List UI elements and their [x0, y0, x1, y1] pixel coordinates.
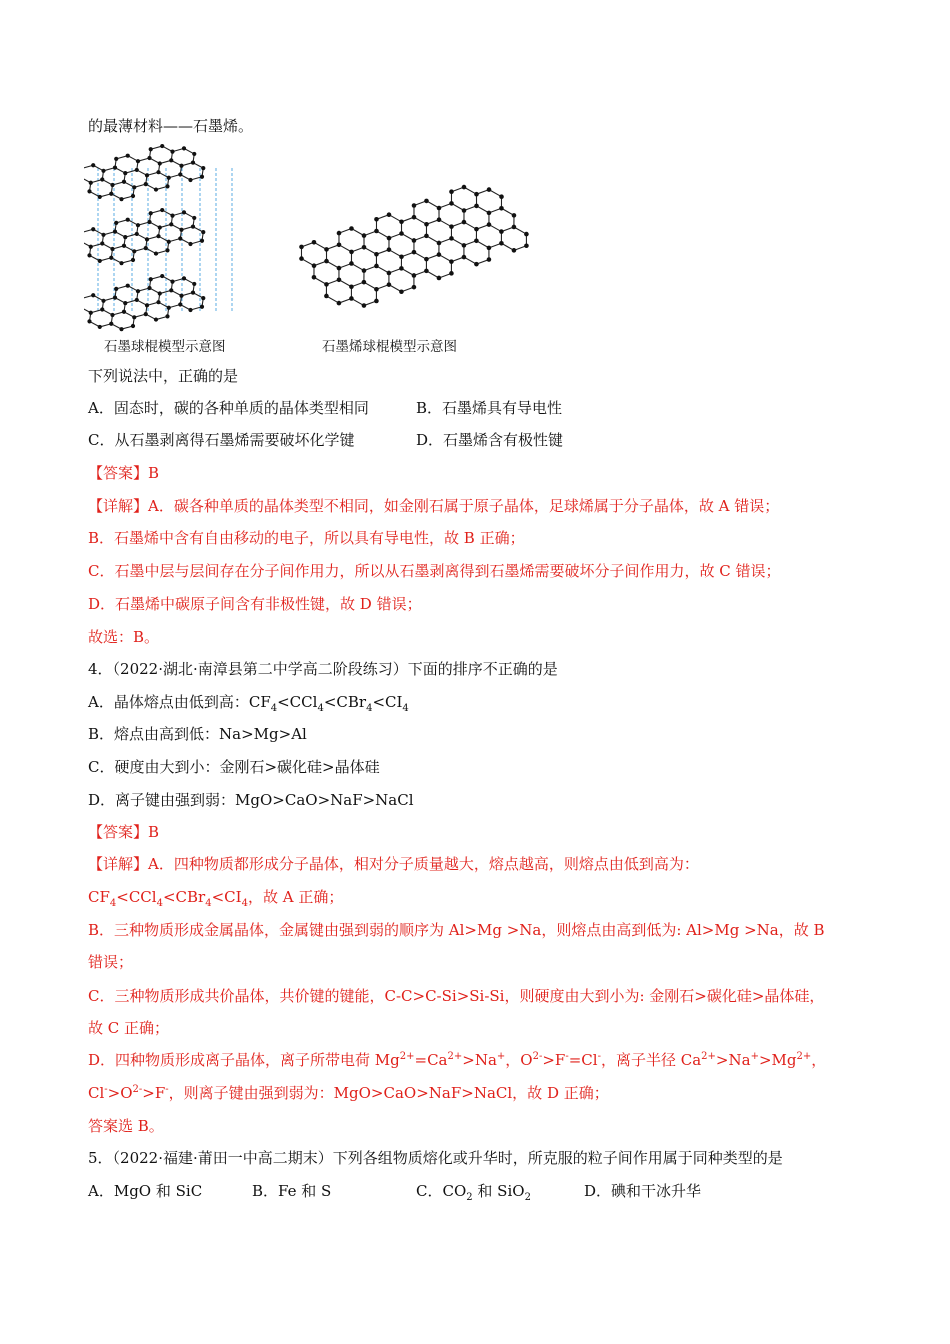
- q5-option-c: C．$CO_2$ 和 SiO$_2$: [416, 1182, 531, 1203]
- q4-detail-a2: $CF_4<CCl_4<CBr_4<CI_4$，故 A 正确；: [88, 888, 344, 909]
- q4-option-a: A．晶体熔点由低到高：$CF_4<CCl_4<CBr_4<CI_4$: [88, 693, 409, 714]
- graphite-layer-top: [84, 144, 205, 201]
- q5-stem: 5．（2022·福建·莆田一中高二期末）下列各组物质熔化或升华时，所克服的粒子间作用属于同种类型的是: [88, 1149, 783, 1167]
- q4-option-c: C．硬度由大到小：金刚石>碳化硅>晶体硅: [88, 758, 380, 776]
- q4-detail-b2: 错误；: [88, 953, 134, 971]
- q4-detail-a1: 【详解】A．四种物质都形成分子晶体，相对分子质量越大，熔点越高，则熔点由低到高为：: [88, 855, 699, 873]
- q4-option-d: D．离子键由强到弱：MgO>CaO>NaF>NaCl: [88, 791, 414, 809]
- graphene-caption: 石墨烯球棍模型示意图: [322, 339, 457, 355]
- q3-stem: 下列说法中，正确的是: [88, 367, 239, 385]
- q4-detail-d2: $Cl^->O^{2-}>F^-$，则离子键由强到弱为：MgO>CaO>NaF>NaCl，故 D 正确；: [88, 1084, 609, 1102]
- q5-option-b: B．Fe 和 S: [252, 1182, 332, 1200]
- q3-option-b: B．石墨烯具有导电性: [416, 399, 563, 417]
- q4-detail-c2: 故 C 正确；: [88, 1019, 170, 1037]
- q4-conclusion: 答案选 B。: [88, 1117, 164, 1135]
- q3-option-d: D．石墨烯含有极性键: [416, 431, 564, 449]
- graphite-ball-stick-figure: [84, 138, 256, 334]
- q5-option-d: D．碘和干冰升华: [584, 1182, 702, 1200]
- q3-detail-a: 【详解】A．碳各种单质的晶体类型不相同，如金刚石属于原子晶体，足球烯属于分子晶体，故 A 错误；: [88, 497, 780, 515]
- q4-detail-b1: B．三种物质形成金属晶体，金属键由强到弱的顺序为 Al>Mg >Na，则熔点由高到低为: Al>Mg >Na，故 B: [88, 921, 825, 939]
- intro-text: 的最薄材料——石墨烯。: [88, 117, 254, 135]
- q4-stem: 4．（2022·湖北·南漳县第二中学高二阶段练习）下面的排序不正确的是: [88, 660, 558, 678]
- q3-detail-d: D．石墨烯中碳原子间含有非极性键，故 D 错误；: [88, 595, 422, 613]
- q4-answer: 【答案】B: [88, 823, 160, 841]
- graphite-layer-middle: [84, 208, 205, 265]
- q4-detail-d1: D．四种物质形成离子晶体，离子所带电荷 $Mg^{2+}=Ca^{2+}>Na^+$，$O^{2-}>F^-=Cl^-$，离子半径 $Ca^{2+}>Na^+>Mg^{2+}$，: [88, 1051, 827, 1069]
- graphene-ball-stick-figure: [296, 176, 540, 324]
- interlayer-dashes: [98, 168, 232, 313]
- graphite-caption: 石墨球棍模型示意图: [104, 339, 226, 355]
- q4-detail-c1: C．三种物质形成共价晶体，共价键的键能，C-C>C-Si>Si-Si，则硬度由大到小为: 金刚石>碳化硅>晶体硅，: [88, 987, 825, 1005]
- q5-option-a: A．MgO 和 SiC: [88, 1182, 203, 1200]
- q4-option-b: B．熔点由高到低：Na>Mg>Al: [88, 725, 307, 743]
- q3-option-a: A．固态时，碳的各种单质的晶体类型相同: [88, 399, 369, 417]
- q3-detail-b: B．石墨烯中含有自由移动的电子，所以具有导电性，故 B 正确；: [88, 529, 525, 547]
- q3-detail-c: C．石墨中层与层间存在分子间作用力，所以从石墨剥离得到石墨烯需要破坏分子间作用力，故 C 错误；: [88, 562, 781, 580]
- graphite-layer-bottom: [84, 274, 205, 331]
- q3-conclusion: 故选：B。: [88, 628, 160, 646]
- graphene-lattice: [299, 185, 529, 308]
- q3-option-c: C．从石墨剥离得石墨烯需要破坏化学键: [88, 431, 355, 449]
- q3-answer: 【答案】B: [88, 464, 160, 482]
